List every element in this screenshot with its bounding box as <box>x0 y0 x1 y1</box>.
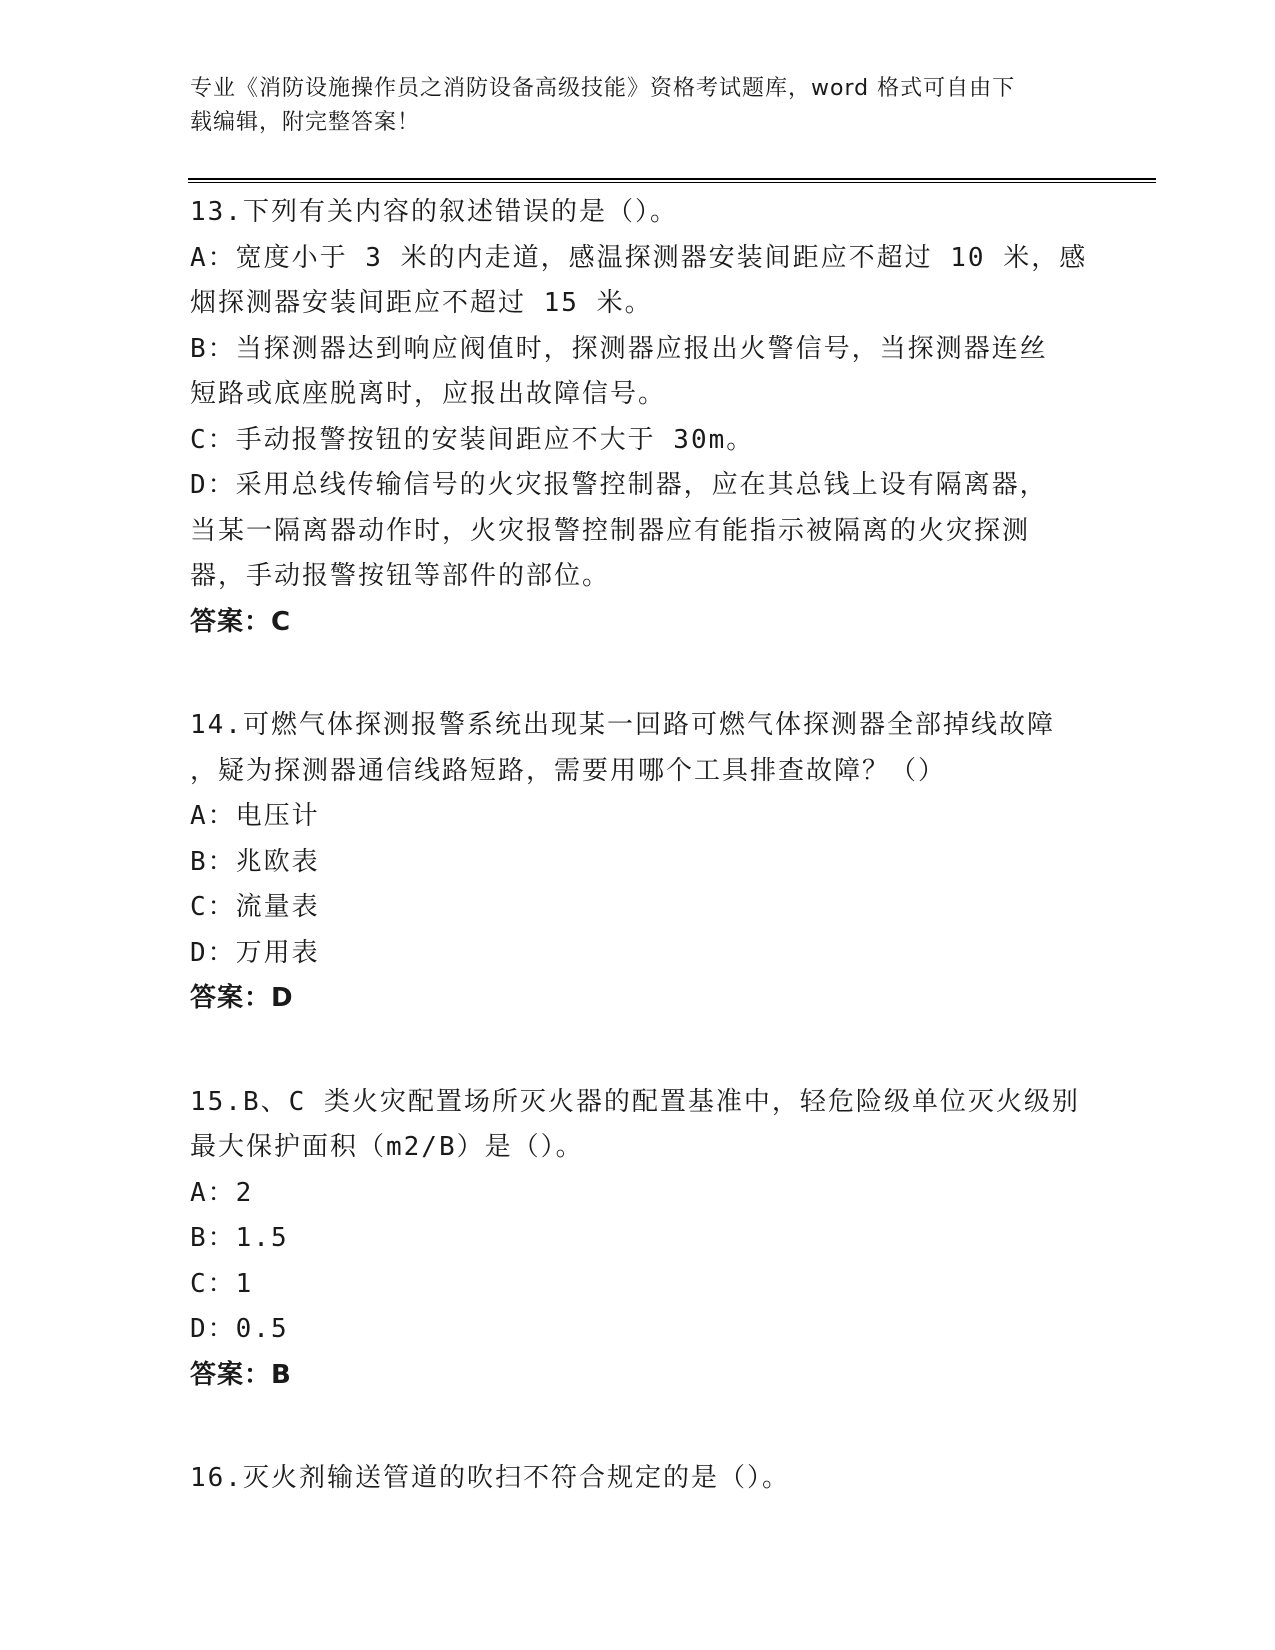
question-stem: 13.下列有关内容的叙述错误的是（）。 <box>190 197 678 227</box>
option-d: D：0.5 <box>190 1314 289 1344</box>
option-d-cont: 器，手动报警按钮等部件的部位。 <box>190 561 611 591</box>
option-b-cont: 短路或底座脱离时，应报出故障信号。 <box>190 379 667 409</box>
question-14 <box>190 703 1090 1022</box>
option-d: D：万用表 <box>190 937 320 968</box>
question-stem-cont: ，疑为探测器通信线路短路，需要用哪个工具排查故障？（） <box>190 755 947 786</box>
question-13 <box>190 190 1090 645</box>
option-c: C：流量表 <box>190 892 320 922</box>
question-16 <box>190 1456 1090 1502</box>
answer-label: 答案：C <box>190 606 292 637</box>
document-header <box>190 72 1090 140</box>
question-15 <box>190 1080 1090 1399</box>
option-a: A：2 <box>190 1177 254 1208</box>
option-a-cont: 烟探测器安装间距应不超过 15 米。 <box>190 288 653 318</box>
option-b: B：当探测器达到响应阀值时，探测器应报出火警信号，当探测器连丝 <box>190 333 1048 364</box>
option-a: A：宽度小于 3 米的内走道，感温探测器安装间距应不超过 10 米，感 <box>190 242 1088 273</box>
option-c: C：1 <box>190 1268 254 1299</box>
header-line-2: 载编辑，附完整答案！ <box>190 110 421 135</box>
question-stem: 15.B、C 类火灾配置场所灭火器的配置基准中，轻危险级单位灭火级别 <box>190 1086 1080 1117</box>
option-a: A：电压计 <box>190 801 320 831</box>
option-d-cont: 当某一隔离器动作时，火灾报警控制器应有能指示被隔离的火灾探测 <box>190 515 1031 546</box>
option-b: B：1.5 <box>190 1223 289 1253</box>
option-d: D：采用总线传输信号的火灾报警控制器，应在其总钱上设有隔离器， <box>190 470 1048 500</box>
answer-label: 答案：D <box>190 983 294 1013</box>
option-b: B：兆欧表 <box>190 846 320 877</box>
option-c: C：手动报警按钮的安装间距应不大于 30m。 <box>190 424 755 455</box>
header-divider <box>188 178 1156 183</box>
question-stem: 14.可燃气体探测报警系统出现某一回路可燃气体探测器全部掉线故障 <box>190 710 1055 740</box>
answer-label: 答案：B <box>190 1359 292 1390</box>
question-stem: 16.灭火剂输送管道的吹扫不符合规定的是（）。 <box>190 1463 790 1493</box>
header-line-1: 专业《消防设施操作员之消防设备高级技能》资格考试题库，word 格式可自由下 <box>190 76 1016 101</box>
question-list <box>190 190 1090 1560</box>
question-stem-cont: 最大保护面积（m2/B）是（）。 <box>190 1132 584 1162</box>
